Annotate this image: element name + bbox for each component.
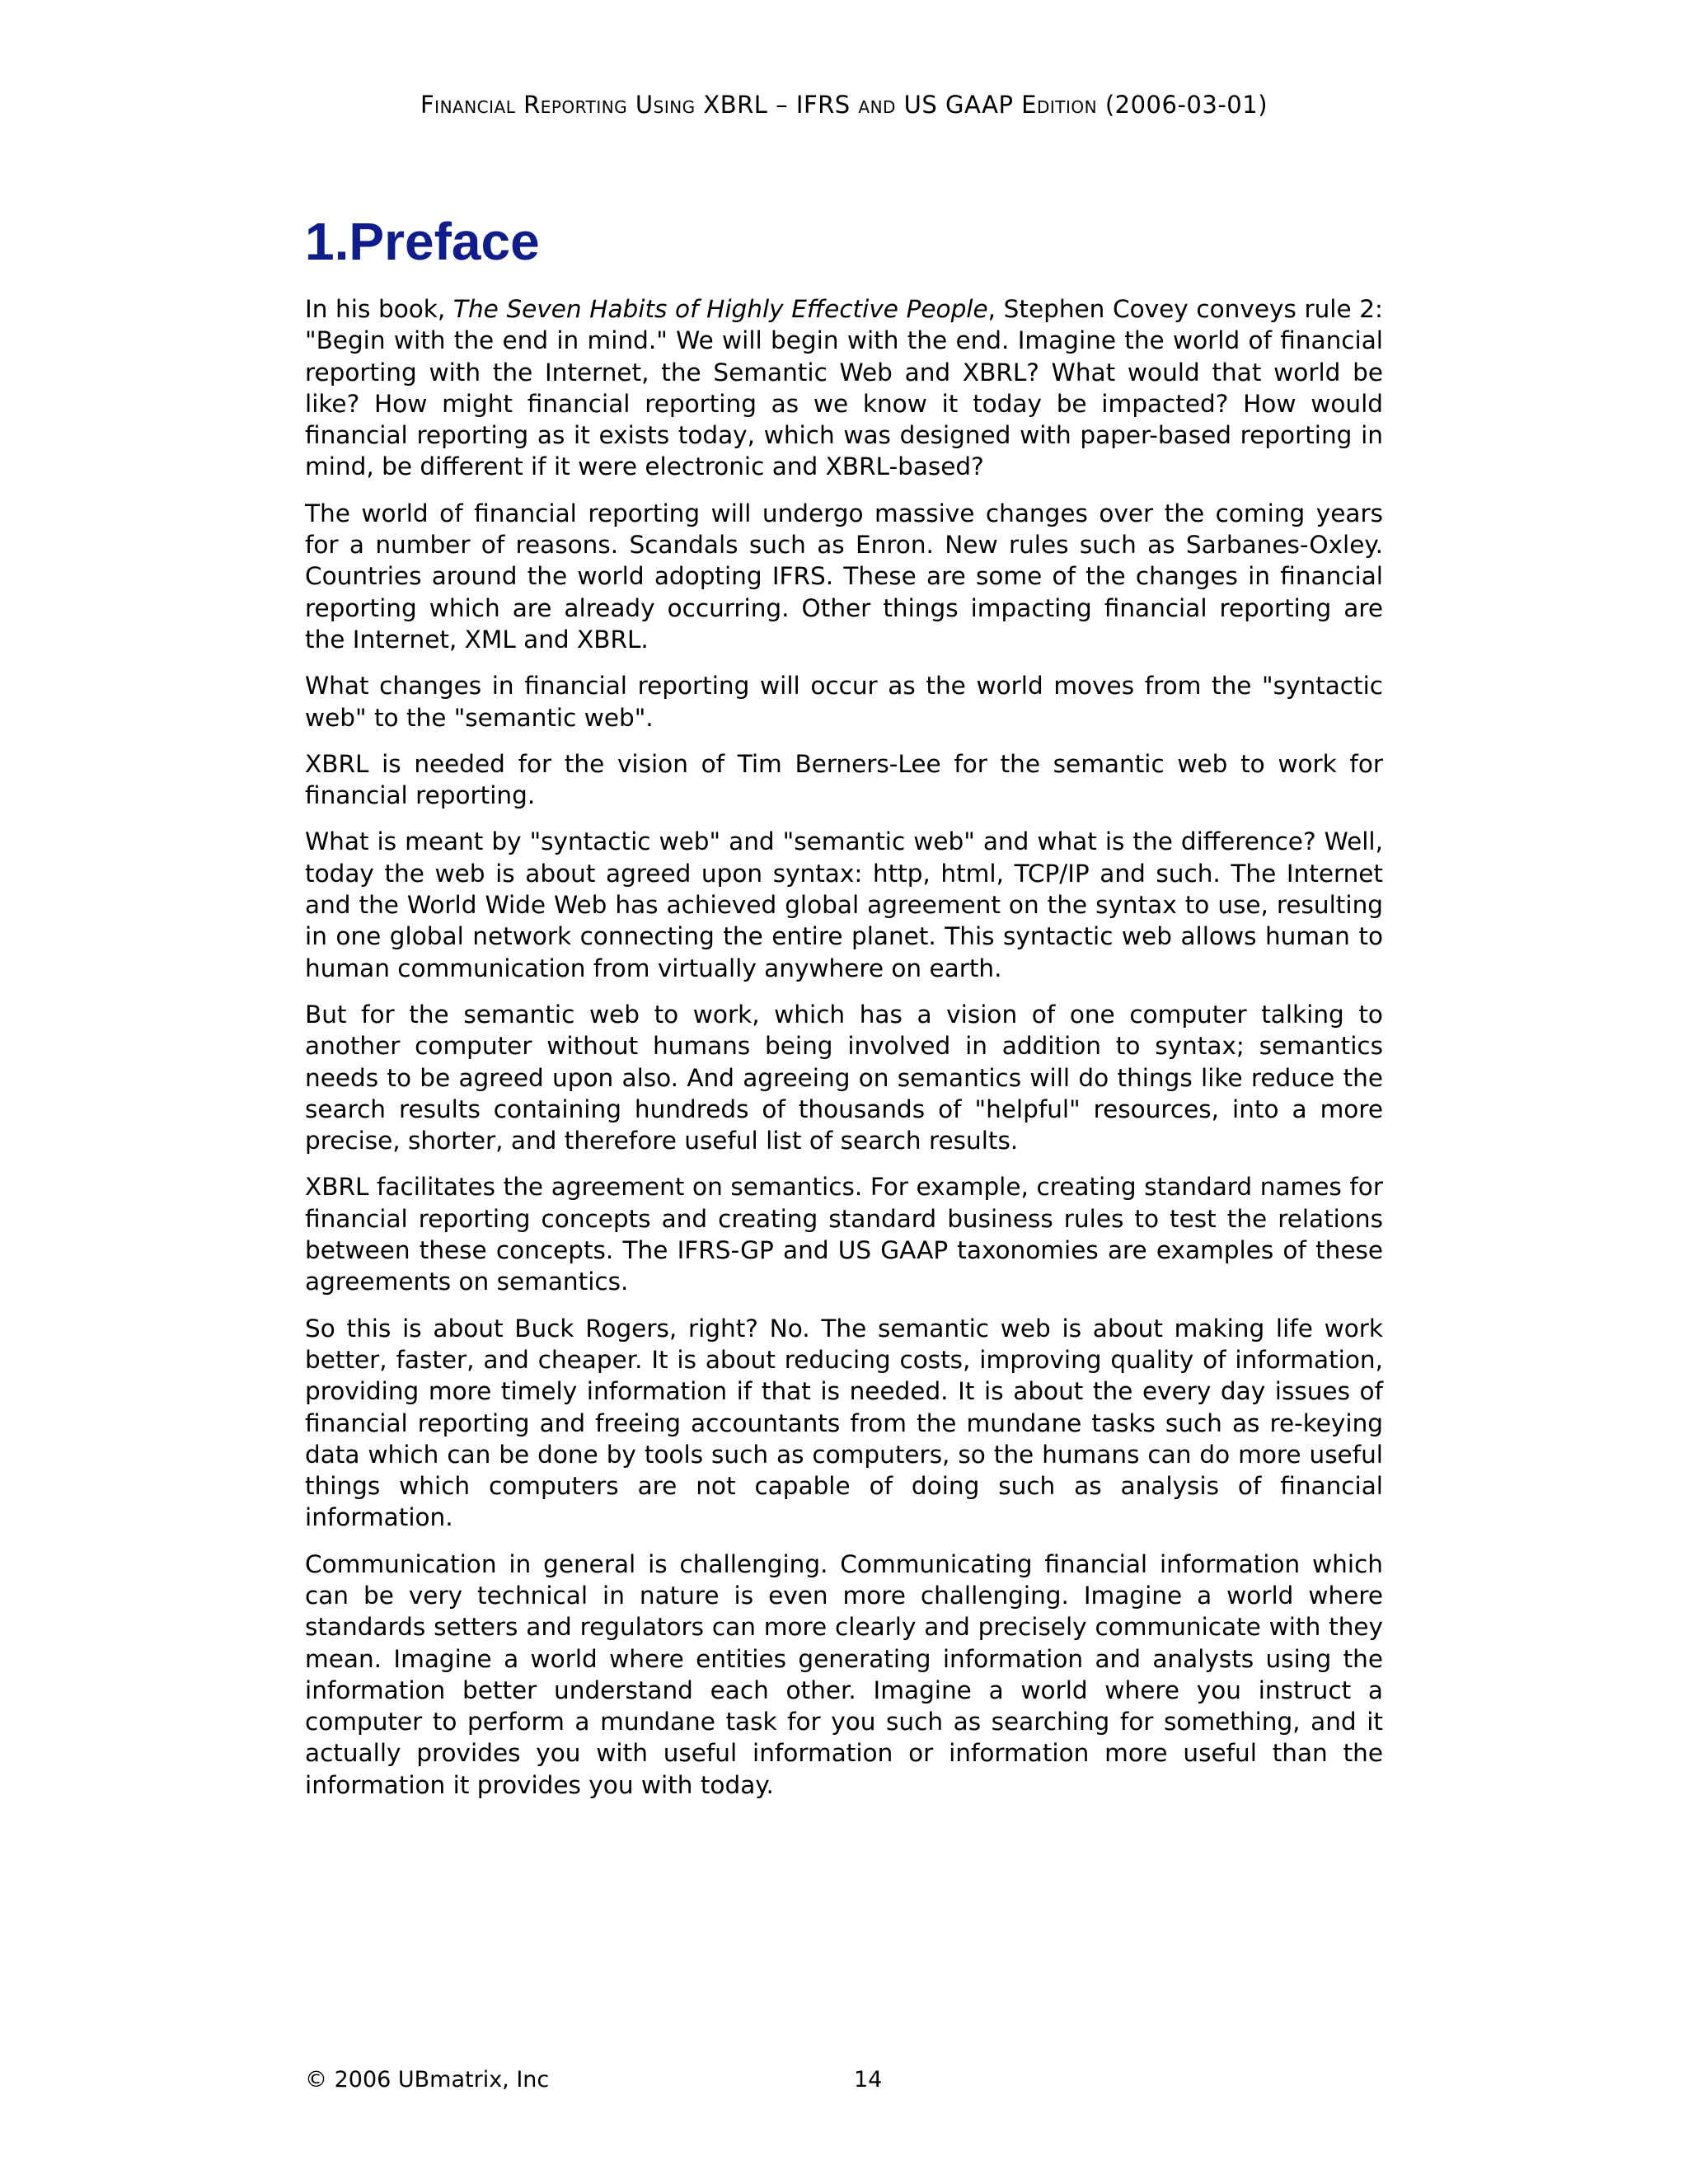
paragraph-8: So this is about Buck Rogers, right? No. The semantic web is about making life work better, faster, and cheaper. It is about reducing costs, improving quality of information, providing more timely information if that is needed. It is about the every day issues of financial reporting and freeing accountants from the mundane tasks such as re-keying data which can be done by tools such as computers, so the humans can do more useful things which computers are not capable of doing such as analysis of financial information. — [305, 1314, 1383, 1532]
page-number: 14 — [854, 2067, 883, 2093]
page-body — [305, 206, 1383, 1816]
book-title: The Seven Habits of Highly Effective People — [452, 295, 988, 323]
paragraph-4: XBRL is needed for the vision of Tim Berners-Lee for the semantic web to work for financial reporting. — [305, 749, 1383, 810]
paragraph-6: But for the semantic web to work, which has a vision of one computer talking to another computer without humans being involved in addition to syntax; semantics needs to be agreed upon also. And agreeing on semantics will do things like reduce the search results containing hundreds of thousands of "helpful" resources, into a more precise, shorter, and therefore useful list of search results. — [305, 1000, 1383, 1155]
paragraph-1 — [305, 293, 1383, 483]
chapter-title: 1.Preface — [305, 212, 540, 271]
paragraph-1-intro: In his book, — [305, 295, 453, 323]
paragraph-5: What is meant by "syntactic web" and "semantic web" and what is the difference? Well, today the web is about agreed upon syntax: http, html, TCP/IP and such. The Internet and the World Wide Web has achieved global agreement on the syntax to use, resulting in one global network connecting the entire planet. This syntactic web allows human to human communication from virtually anywhere on earth. — [305, 827, 1383, 982]
paragraph-9: Communication in general is challenging. Communicating financial information which can be very technical in nature is even more challenging. Imagine a world where standards setters and regulators can more clearly and precisely communicate with they mean. Imagine a world where entities generating information and analysts using the information better understand each other. Imagine a world where you instruct a computer to perform a mundane task for you such as searching for something, and it actually provides you with useful information or information more useful than the information it provides you with today. — [305, 1549, 1383, 1799]
footer-copyright: © 2006 UBmatrix, Inc — [305, 2067, 550, 2093]
paragraph-1-rest: , Stephen Covey conveys rule 2: "Begin with the end in mind." We will begin with the end. Imagine the world of financial reporting with the Internet, the Semantic Web and XBRL? What would that world be like? How might financial reporting as we know it today be impacted? How would financial reporting as it exists today, which was designed with paper-based reporting in mind, be different if it were electronic and XBRL-based? — [305, 295, 1383, 481]
paragraph-7: XBRL facilitates the agreement on semantics. For example, creating standard names for financial reporting concepts and creating standard business rules to test the relations between these concepts. The IFRS-GP and US GAAP taxonomies are examples of these agreements on semantics. — [305, 1173, 1383, 1296]
running-header: Financial Reporting Using XBRL – IFRS and US GAAP Edition (2006-03-01) — [420, 91, 1268, 119]
paragraph-3: What changes in financial reporting will occur as the world moves from the "syntactic web" to the "semantic web". — [305, 672, 1383, 732]
paragraph-2: The world of financial reporting will undergo massive changes over the coming years for a number of reasons. Scandals such as Enron. New rules such as Sarbanes-Oxley. Countries around the world adopting IFRS. These are some of the changes in financial reporting which are already occurring. Other things impacting financial reporting are the Internet, XML and XBRL. — [305, 499, 1383, 654]
